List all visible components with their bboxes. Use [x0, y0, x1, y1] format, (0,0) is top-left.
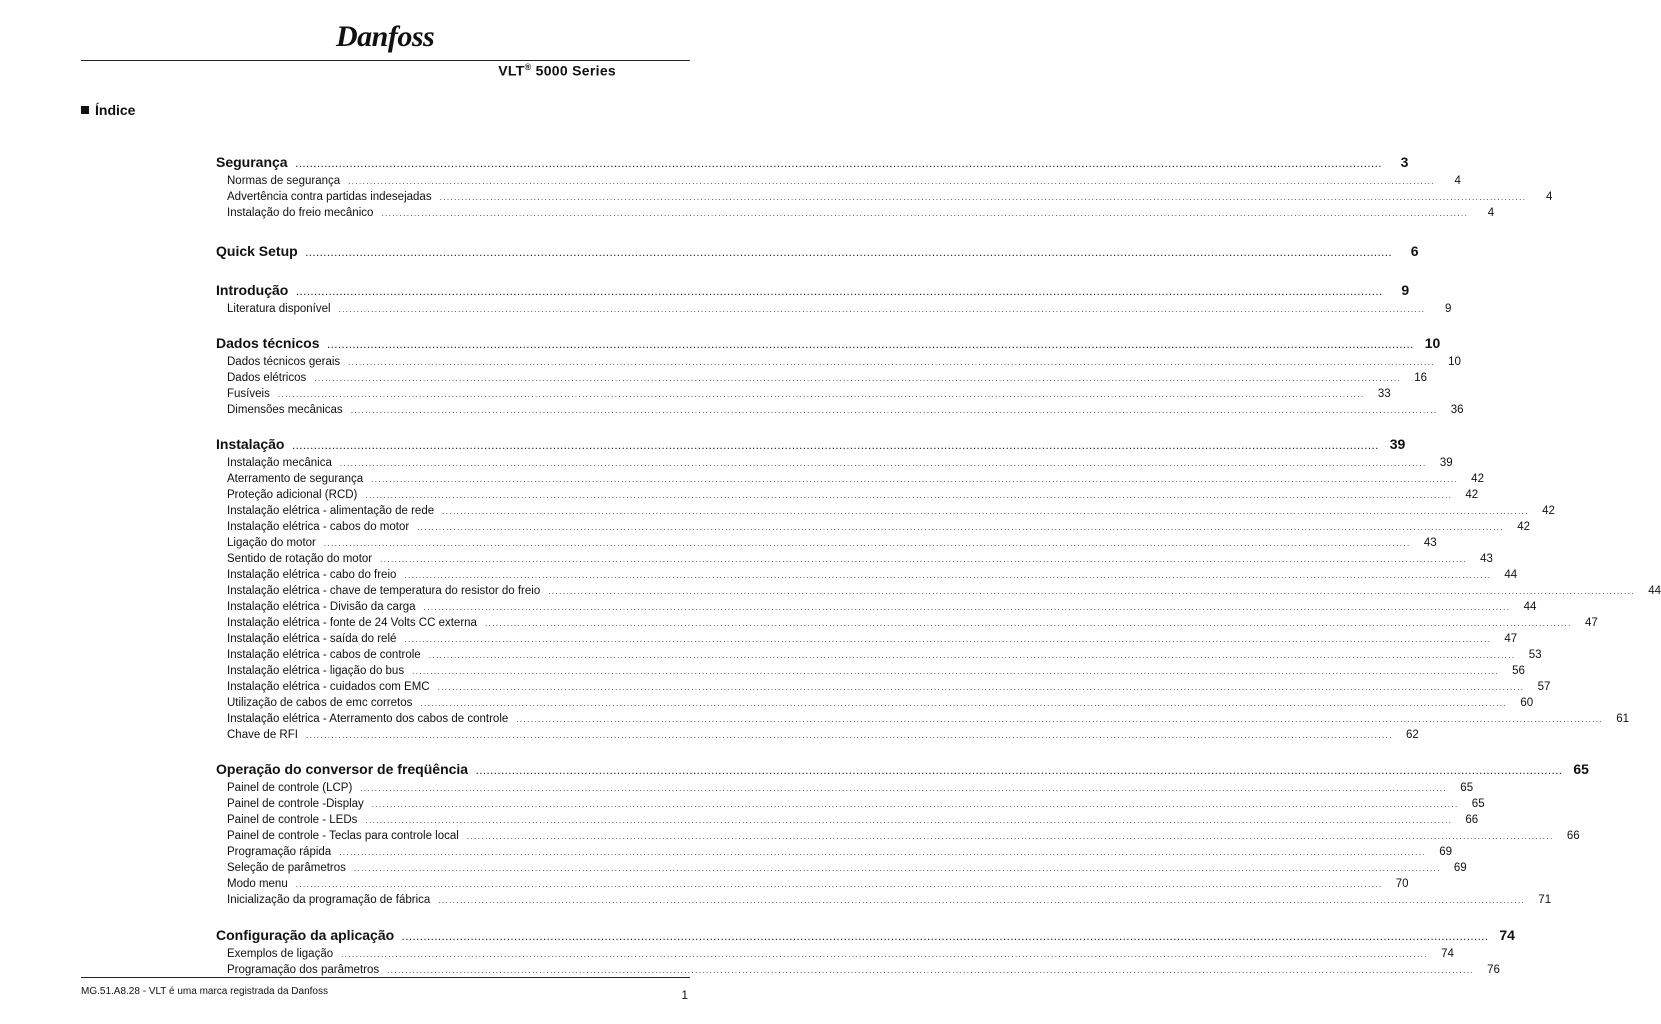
- toc-entry[interactable]: [216, 303, 1452, 319]
- dot-leader: ............................................................................................................................................................................................................................................................................................................: [305, 249, 1393, 258]
- dot-leader: ............................................................................................................................................................................................................................................................................................................: [295, 880, 1383, 889]
- series-title: [498, 62, 616, 79]
- toc-entry-label: Instalação elétrica - cabo do freio: [227, 569, 397, 581]
- toc-entry-label: Dados elétricos: [227, 372, 307, 384]
- toc-entry-label: Seleção de parâmetros: [227, 862, 346, 874]
- dot-leader: ............................................................................................................................................................................................................................................................................................................: [360, 784, 1448, 793]
- toc-entry[interactable]: [216, 782, 1474, 798]
- toc-entry-label: Painel de controle - Teclas para controle local: [227, 830, 459, 842]
- toc-entry-label: Programação rápida: [227, 846, 332, 858]
- toc-page-number: 10: [1448, 356, 1461, 368]
- dot-leader: ............................................................................................................................................................................................................................................................................................................: [484, 619, 1572, 628]
- toc-entry[interactable]: [216, 457, 1453, 473]
- toc-entry-label: Dimensões mecânicas: [227, 404, 343, 416]
- toc-entry-label: Instalação elétrica - Divisão da carga: [227, 601, 416, 613]
- toc-page-number: 44: [1504, 569, 1518, 581]
- dot-leader: ............................................................................................................................................................................................................................................................................................................: [404, 635, 1492, 644]
- toc-entry[interactable]: [216, 633, 1518, 649]
- toc-entry-label: Chave de RFI: [227, 729, 298, 741]
- toc-entry[interactable]: [216, 862, 1467, 878]
- toc-page-number: 4: [1545, 191, 1553, 203]
- toc-page-number: 42: [1471, 473, 1484, 485]
- toc-entry-label: Painel de controle - LEDs: [227, 814, 358, 826]
- toc-entry-label: Painel de controle (LCP): [227, 782, 353, 794]
- toc-section-heading[interactable]: [216, 154, 1409, 175]
- toc-entry[interactable]: [216, 830, 1580, 846]
- danfoss-logo: Danfoss: [336, 20, 435, 53]
- table-of-contents: [216, 138, 1661, 980]
- toc-entry-label: Instalação mecânica: [227, 457, 332, 469]
- toc-page-number: 69: [1453, 862, 1467, 874]
- toc-page-number: 6: [1410, 243, 1419, 259]
- toc-entry-label: Proteção adicional (RCD): [227, 489, 358, 501]
- toc-section: [216, 154, 1553, 223]
- toc-entry[interactable]: [216, 175, 1461, 191]
- footer-doc-code: MG.51.A8.28 - VLT é uma marca registrada da Danfoss: [81, 986, 328, 997]
- toc-page-number: 47: [1504, 633, 1518, 645]
- dot-leader: ............................................................................................................................................................................................................................................................................................................: [439, 193, 1527, 202]
- toc-entry[interactable]: [216, 473, 1484, 489]
- toc-entry[interactable]: [216, 372, 1428, 388]
- header-rule: [81, 60, 690, 61]
- toc-entry-label: Advertência contra partidas indesejadas: [227, 191, 432, 203]
- toc-entry[interactable]: [216, 713, 1630, 729]
- toc-entry-label: Literatura disponível: [227, 303, 331, 315]
- toc-entry-label: Instalação elétrica - cuidados com EMC: [227, 681, 430, 693]
- toc-page-number: 71: [1538, 894, 1552, 906]
- toc-entry[interactable]: [216, 814, 1479, 830]
- dot-leader: ............................................................................................................................................................................................................................................................................................................: [466, 832, 1554, 841]
- dot-leader: ............................................................................................................................................................................................................................................................................................................: [438, 896, 1526, 905]
- dot-leader: ............................................................................................................................................................................................................................................................................................................: [420, 699, 1508, 708]
- toc-section-heading[interactable]: [216, 761, 1589, 782]
- dot-leader: ............................................................................................................................................................................................................................................................................................................: [339, 459, 1427, 468]
- toc-page-number: 3: [1400, 154, 1409, 170]
- toc-entry[interactable]: [216, 585, 1661, 601]
- toc-entry-label: Instalação elétrica - cabos de controle: [227, 649, 421, 661]
- toc-page-number: 65: [1573, 761, 1589, 777]
- toc-entry[interactable]: [216, 846, 1452, 862]
- footer-page-number: 1: [681, 988, 688, 1002]
- dot-leader: ............................................................................................................................................................................................................................................................................................................: [327, 341, 1415, 350]
- toc-page-number: 39: [1389, 436, 1406, 452]
- toc-entry[interactable]: [216, 681, 1551, 697]
- series-prefix: VLT: [498, 62, 525, 79]
- toc-entry-label: Normas de segurança: [227, 175, 341, 187]
- dot-leader: ............................................................................................................................................................................................................................................................................................................: [353, 864, 1441, 873]
- toc-page-number: 76: [1487, 964, 1500, 976]
- toc-section-title: Instalação: [216, 436, 285, 452]
- toc-page-number: 4: [1487, 207, 1495, 219]
- toc-page-number: 66: [1465, 814, 1479, 826]
- toc-entry[interactable]: [216, 894, 1552, 910]
- toc-section: [216, 436, 1661, 745]
- toc-entry-label: Utilização de cabos de emc corretos: [227, 697, 413, 709]
- toc-entry[interactable]: [216, 191, 1553, 207]
- dot-leader: ............................................................................................................................................................................................................................................................................................................: [437, 683, 1525, 692]
- dot-leader: ............................................................................................................................................................................................................................................................................................................: [442, 507, 1529, 516]
- toc-entry[interactable]: [216, 356, 1461, 372]
- toc-page-number: 43: [1423, 537, 1437, 549]
- registered-mark: ®: [524, 62, 532, 72]
- toc-page-number: 36: [1450, 404, 1464, 416]
- dot-leader: ............................................................................................................................................................................................................................................................................................................: [365, 491, 1453, 500]
- toc-entry-label: Instalação elétrica - saída do relé: [227, 633, 397, 645]
- square-bullet-icon: [81, 106, 89, 114]
- toc-section-title: Dados técnicos: [216, 335, 320, 351]
- toc-entry-label: Instalação elétrica - alimentação de rede: [227, 505, 435, 517]
- toc-page-number: 42: [1465, 489, 1479, 501]
- toc-entry-label: Aterramento de segurança: [227, 473, 364, 485]
- toc-entry[interactable]: [216, 505, 1555, 521]
- toc-page-number: 56: [1512, 665, 1525, 677]
- toc-section: [216, 282, 1452, 319]
- dot-leader: ............................................................................................................................................................................................................................................................................................................: [277, 390, 1365, 399]
- index-title-text: Índice: [95, 102, 136, 118]
- toc-entry-label: Programação dos parâmetros: [227, 964, 380, 976]
- toc-entry-label: Instalação elétrica - chave de temperatura do resistor do freio: [227, 585, 541, 597]
- dot-leader: ............................................................................................................................................................................................................................................................................................................: [314, 374, 1402, 383]
- dot-leader: ............................................................................................................................................................................................................................................................................................................: [295, 160, 1383, 169]
- toc-section-heading[interactable]: [216, 282, 1410, 303]
- toc-entry-label: Instalação elétrica - fonte de 24 Volts CC externa: [227, 617, 477, 629]
- toc-entry-label: Instalação elétrica - Aterramento dos cabos de controle: [227, 713, 509, 725]
- toc-section-title: Introdução: [216, 282, 289, 298]
- toc-page-number: 47: [1584, 617, 1598, 629]
- dot-leader: ............................................................................................................................................................................................................................................................................................................: [296, 288, 1384, 297]
- dot-leader: ............................................................................................................................................................................................................................................................................................................: [338, 305, 1426, 314]
- toc-entry-label: Fusíveis: [227, 388, 270, 400]
- toc-section: [216, 761, 1589, 910]
- toc-entry[interactable]: [216, 388, 1391, 404]
- toc-page-number: 10: [1424, 335, 1441, 351]
- dot-leader: ............................................................................................................................................................................................................................................................................................................: [305, 731, 1393, 740]
- toc-entry[interactable]: [216, 569, 1518, 585]
- toc-entry[interactable]: [216, 948, 1454, 964]
- toc-entry[interactable]: [216, 537, 1437, 553]
- toc-entry[interactable]: [216, 521, 1530, 537]
- dot-leader: ............................................................................................................................................................................................................................................................................................................: [428, 651, 1516, 660]
- dot-leader: ............................................................................................................................................................................................................................................................................................................: [423, 603, 1511, 612]
- toc-section-title: Segurança: [216, 154, 288, 170]
- toc-page-number: 43: [1480, 553, 1493, 565]
- dot-leader: ............................................................................................................................................................................................................................................................................................................: [292, 442, 1380, 451]
- toc-entry[interactable]: [216, 878, 1409, 894]
- toc-entry[interactable]: [216, 617, 1598, 633]
- toc-entry[interactable]: [216, 207, 1495, 223]
- index-heading: [81, 102, 135, 118]
- toc-entry-label: Exemplos de ligação: [227, 948, 334, 960]
- dot-leader: ............................................................................................................................................................................................................................................................................................................: [371, 475, 1458, 484]
- toc-entry-label: Painel de controle -Display: [227, 798, 364, 810]
- toc-page-number: 57: [1537, 681, 1551, 693]
- toc-entry[interactable]: [216, 404, 1464, 420]
- toc-page-number: 42: [1542, 505, 1555, 517]
- series-suffix: 5000 Series: [531, 62, 616, 79]
- toc-entry[interactable]: [216, 665, 1525, 681]
- toc-entry-label: Sentido de rotação do motor: [227, 553, 373, 565]
- toc-page-number: 42: [1517, 521, 1530, 533]
- toc-section: [216, 927, 1515, 980]
- toc-page-number: 61: [1616, 713, 1630, 725]
- footer-rule: [81, 977, 690, 978]
- toc-page-number: 65: [1460, 782, 1474, 794]
- toc-entry[interactable]: [216, 553, 1493, 569]
- dot-leader: ............................................................................................................................................................................................................................................................................................................: [339, 848, 1426, 857]
- toc-page-number: 9: [1401, 282, 1410, 298]
- toc-page-number: 62: [1405, 729, 1419, 741]
- dot-leader: ............................................................................................................................................................................................................................................................................................................: [548, 587, 1636, 596]
- dot-leader: ............................................................................................................................................................................................................................................................................................................: [380, 555, 1467, 564]
- toc-page-number: 65: [1471, 798, 1485, 810]
- toc-entry-label: Dados técnicos gerais: [227, 356, 341, 368]
- toc-page-number: 33: [1377, 388, 1391, 400]
- toc-page-number: 4: [1454, 175, 1461, 187]
- toc-page-number: 16: [1414, 372, 1428, 384]
- dot-leader: ............................................................................................................................................................................................................................................................................................................: [417, 523, 1504, 532]
- toc-entry[interactable]: [216, 697, 1534, 713]
- toc-entry[interactable]: [216, 729, 1419, 745]
- toc-page-number: 66: [1566, 830, 1580, 842]
- toc-page-number: 44: [1523, 601, 1537, 613]
- toc-page-number: 74: [1441, 948, 1454, 960]
- toc-entry-label: Instalação do freio mecânico: [227, 207, 374, 219]
- toc-page-number: 74: [1499, 927, 1515, 943]
- toc-entry[interactable]: [216, 601, 1537, 617]
- dot-leader: ............................................................................................................................................................................................................................................................................................................: [350, 406, 1438, 415]
- toc-entry-label: Inicialização da programação de fábrica: [227, 894, 431, 906]
- dot-leader: ............................................................................................................................................................................................................................................................................................................: [365, 816, 1453, 825]
- toc-page-number: 39: [1439, 457, 1453, 469]
- dot-leader: ............................................................................................................................................................................................................................................................................................................: [371, 800, 1459, 809]
- toc-section-title: Configuração da aplicação: [216, 927, 395, 943]
- dot-leader: ............................................................................................................................................................................................................................................................................................................: [516, 715, 1604, 724]
- toc-page-number: 9: [1444, 303, 1452, 315]
- dot-leader: ............................................................................................................................................................................................................................................................................................................: [476, 767, 1563, 776]
- toc-section: [216, 243, 1419, 264]
- dot-leader: ............................................................................................................................................................................................................................................................................................................: [412, 667, 1499, 676]
- toc-section-title: Operação do conversor de freqüência: [216, 761, 469, 777]
- dot-leader: ............................................................................................................................................................................................................................................................................................................: [341, 950, 1428, 959]
- toc-entry[interactable]: [216, 798, 1485, 814]
- toc-section: [216, 335, 1464, 420]
- toc-page-number: 44: [1648, 585, 1661, 597]
- toc-entry[interactable]: [216, 489, 1479, 505]
- toc-entry-label: Modo menu: [227, 878, 288, 890]
- toc-section-title: Quick Setup: [216, 243, 298, 259]
- toc-section-heading[interactable]: [216, 927, 1515, 948]
- dot-leader: ............................................................................................................................................................................................................................................................................................................: [402, 933, 1489, 942]
- toc-section-heading[interactable]: [216, 243, 1419, 264]
- toc-page-number: 69: [1439, 846, 1452, 858]
- toc-entry-label: Instalação elétrica - ligação do bus: [227, 665, 405, 677]
- toc-section-heading[interactable]: [216, 436, 1406, 457]
- dot-leader: ............................................................................................................................................................................................................................................................................................................: [381, 209, 1469, 218]
- toc-entry-label: Ligação do motor: [227, 537, 316, 549]
- toc-entry-label: Instalação elétrica - cabos do motor: [227, 521, 410, 533]
- dot-leader: ............................................................................................................................................................................................................................................................................................................: [348, 358, 1435, 367]
- toc-page-number: 53: [1528, 649, 1542, 661]
- toc-page-number: 70: [1395, 878, 1409, 890]
- dot-leader: ............................................................................................................................................................................................................................................................................................................: [348, 177, 1435, 186]
- toc-section-heading[interactable]: [216, 335, 1441, 356]
- toc-page-number: 60: [1520, 697, 1534, 709]
- toc-entry[interactable]: [216, 649, 1542, 665]
- dot-leader: ............................................................................................................................................................................................................................................................................................................: [387, 966, 1474, 975]
- dot-leader: ............................................................................................................................................................................................................................................................................................................: [323, 539, 1411, 548]
- dot-leader: ............................................................................................................................................................................................................................................................................................................: [404, 571, 1492, 580]
